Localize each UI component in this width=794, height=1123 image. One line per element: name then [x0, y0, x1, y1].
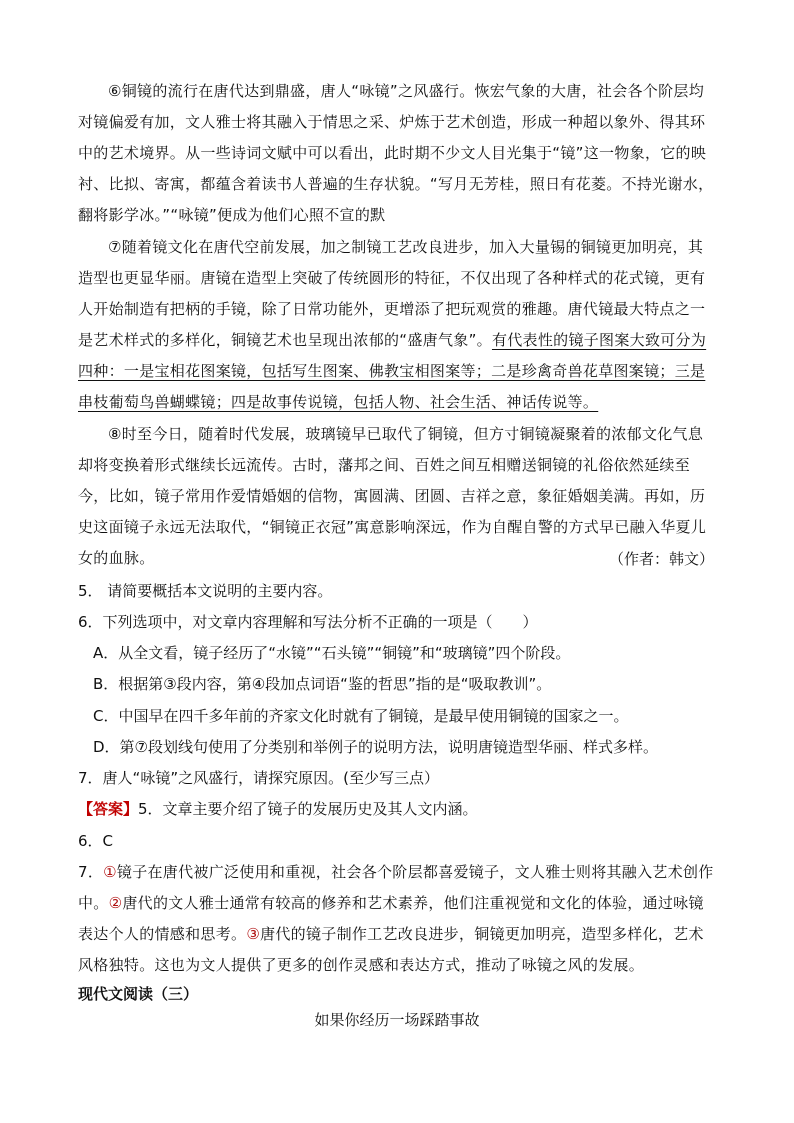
question-7: 7．唐人“咏镜”之风盛行，请探究原因。(至少写三点） — [78, 769, 439, 787]
option-a: A．从全文看，镜子经历了“水镜”“石头镜”“铜镜”和“玻璃镜”四个阶段。 — [93, 644, 571, 662]
answer-7-point-2-marker: ② — [108, 894, 123, 912]
answer-5-text: 5．文章主要介绍了镜子的发展历史及其人文内涵。 — [138, 800, 478, 818]
option-c: C．中国早在四千多年前的齐家文化时就有了铜镜，是最早使用铜镜的国家之一。 — [93, 707, 629, 725]
article-title: 如果你经历一场踩踏事故 — [314, 1011, 480, 1029]
question-6: 6．下列选项中，对文章内容理解和写法分析不正确的一项是（ ） — [78, 613, 538, 631]
paragraph-7-underlined-sentence: 有代表性的镜子图案大致可分为四种：一是宝相花图案镜，包括写生图案、佛教宝相图案等；二是珍禽奇兽花草图案镜；三是串枝葡萄鸟兽蝴蝶镜；四是故事传说镜，包括人物、社会生活、神话传说等。 — [78, 331, 707, 411]
answer-7-point-1-marker: ① — [103, 863, 117, 881]
question-5: 5． 请简要概括本文说明的主要内容。 — [78, 582, 333, 600]
option-d: D．第⑦段划线句使用了分类别和举例子的说明方法，说明唐镜造型华丽、样式多样。 — [93, 738, 659, 756]
answer-5 — [78, 794, 728, 825]
answer-7-point-1: 镜子在唐代被广泛使用和重视，社会各个阶层都喜爱镜子，文人雅士则将其融入艺术创作中。 — [78, 863, 714, 912]
option-b: B．根据第③段内容，第④段加点词语“鉴的哲思”指的是“吸取教训”。 — [93, 675, 552, 693]
answer-7-point-2: 唐代的文人雅士通常有较高的修养和艺术素养，他们注重视觉和文化的体验，通过咏镜表达个人的情感和思考。 — [78, 894, 704, 943]
answer-6: 6．C — [78, 832, 114, 850]
answer-7-number: 7． — [78, 863, 104, 881]
answer-7-point-3: 唐代的镜子制作工艺改良进步，铜镜更加明亮，造型多样化，艺术风格独特。这也为文人提供了更多的创作灵感和表达方式，推动了咏镜之风的发展。 — [78, 925, 704, 974]
author-credit: （作者：韩文） — [608, 550, 714, 568]
paragraph-7-text: ⑦随着镜文化在唐代空前发展，加之制镜工艺改良进步，加入大量锡的铜镜更加明亮，其造型也更显华丽。唐镜在造型上突破了传统圆形的特征，不仅出现了各种样式的花式镜，更有人开始制造有把柄的手镜，除了日常功能外，更增添了把玩观赏的雅趣。唐代镜最大特点之一是艺术样式的多样化，铜镜艺术也呈现出浓郁的“盛唐气象”。 — [78, 238, 706, 349]
answer-7-point-3-marker: ③ — [246, 925, 261, 943]
paragraph-6: ⑥铜镜的流行在唐代达到鼎盛，唐人“咏镜”之风盛行。恢宏气象的大唐，社会各个阶层均对镜偏爱有加，文人雅士将其融入于情思之采、炉炼于艺术创造，形成一种超以象外、得其环中的艺术境界。从一些诗词文赋中可以看出，此时期不少文人目光集于“镜”这一物象，它的映衬、比拟、寄寓，都蕴含着读书人普遍的生存状貌。“写月无芳桂，照日有花菱。不持光谢水，翻将影学冰。”“咏镜”便成为他们心照不宣的默 — [78, 82, 714, 224]
section-heading: 现代文阅读（三） — [78, 985, 199, 1003]
answer-tag: 【答案】 — [78, 800, 139, 818]
answer-7 — [78, 857, 718, 981]
paragraph-8: ⑧时至今日，随着时代发展，玻璃镜早已取代了铜镜，但方寸铜镜凝聚着的浓郁文化气息却将变换着形式继续长远流传。古时，藩邦之间、百姓之间互相赠送铜镜的礼俗依然延续至今，比如，镜子常用作爱情婚姻的信物，寓圆满、团圆、吉祥之意，象征婚姻美满。再如，历史这面镜子永远无法取代，“铜镜正衣冠”寓意影响深远，作为自醒自警的方式早已融入华夏儿女的血脉。 — [78, 425, 707, 567]
paragraph-7 — [78, 232, 718, 418]
